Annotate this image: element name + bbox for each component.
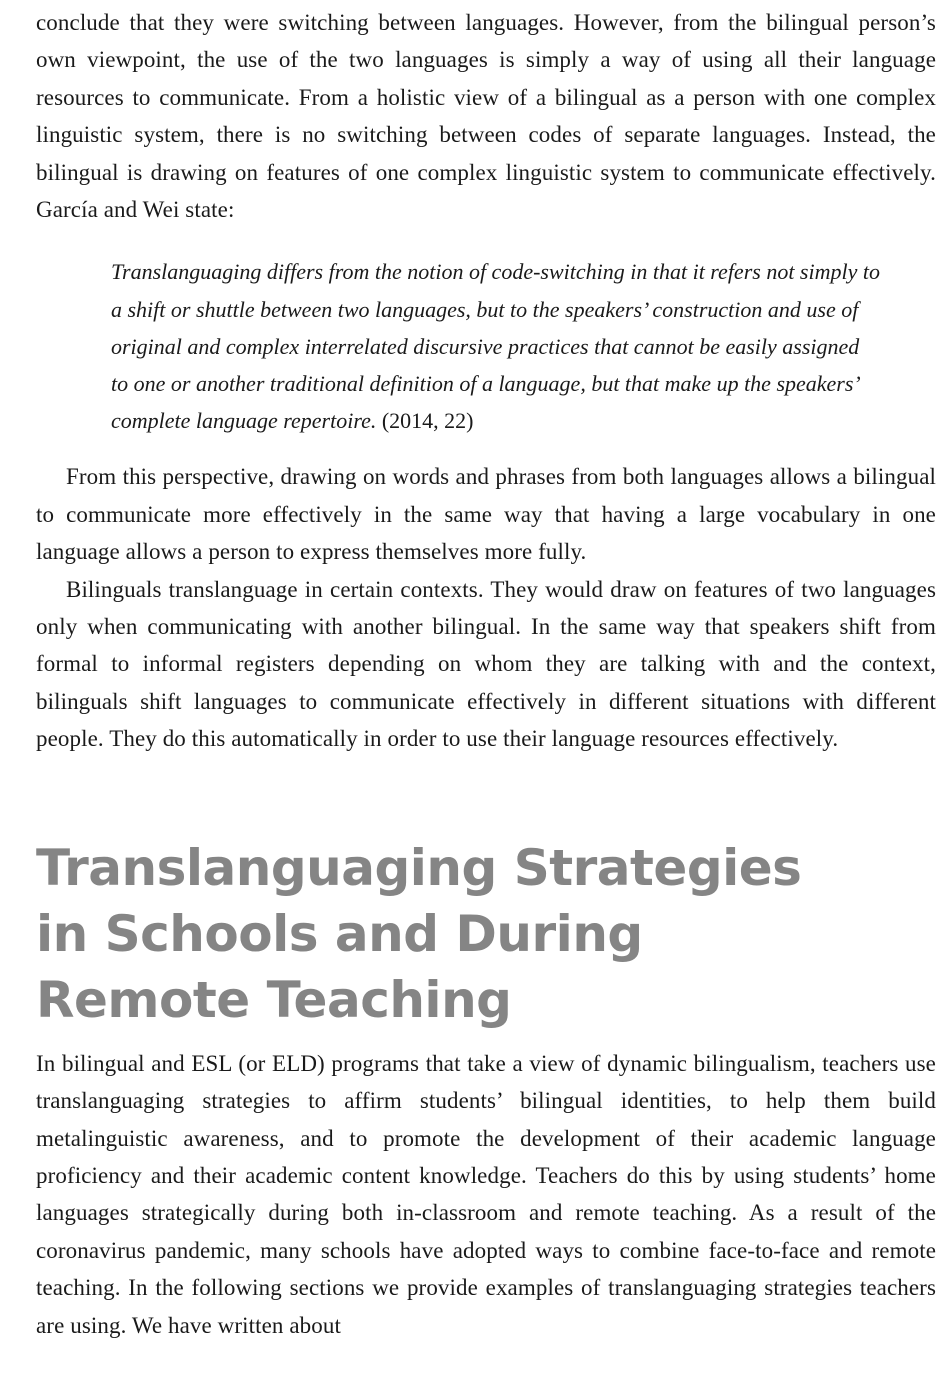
block-quote	[111, 253, 881, 439]
document-page	[36, 4, 936, 1344]
paragraph-perspective: From this perspective, drawing on words and phrases from both languages allows a bilingual to communicate more effectively in the same way that having a large vocabulary in one language allows a person to express themselves more fully.	[36, 464, 936, 565]
heading-line-2: in Schools and During	[36, 904, 643, 963]
paragraph-programs: In bilingual and ESL (or ELD) programs that take a view of dynamic bilingualism, teachers use translanguaging strategies to affirm students’ bilingual identities, to help them build metalinguistic awareness, and to promote the development of their academic language proficiency and their academic content knowledge. Teachers do this by using students’ home languages strategically during both in-classroom and remote teaching. As a result of the coronavirus pandemic, many schools have adopted ways to combine face-to-face and remote teaching. In the following sections we provide examples of translanguaging strategies teachers are using. We have written about	[36, 1050, 936, 1338]
paragraph-contexts: Bilinguals translanguage in certain contexts. They would draw on features of two languages only when communicating with another bilingual. In the same way that speakers shift from formal to informal registers depending on whom they are talking with and the context, bilinguals shift languages to communicate effectively in different situations with different people. They do this automatically in order to use their language resources effectively.	[36, 576, 936, 752]
heading-line-3: Remote Teaching	[36, 970, 512, 1029]
heading-line-1: Translanguaging Strategies	[36, 838, 802, 897]
quote-citation: (2014, 22)	[381, 408, 474, 434]
paragraph-top: conclude that they were switching between languages. However, from the bilingual person’s own viewpoint, the use of the two languages is simply a way of using all their language resources to communicate. From a holistic view of a bilingual as a person with one complex linguistic system, there is no switching between codes of separate languages. Instead, the bilingual is drawing on features of one complex linguistic system to communicate effectively. García and Wei state:	[36, 10, 936, 223]
section-heading	[36, 835, 936, 1033]
quote-text: Translanguaging differs from the notion of code-switching in that it refers not simply to a shift or shuttle between two languages, but to the speakers’ construction and use of original and complex interrelated discursive practices that cannot be easily assigned to one or another traditional definition of a language, but that make up the speakers’ complete language repertoire.	[111, 259, 880, 434]
